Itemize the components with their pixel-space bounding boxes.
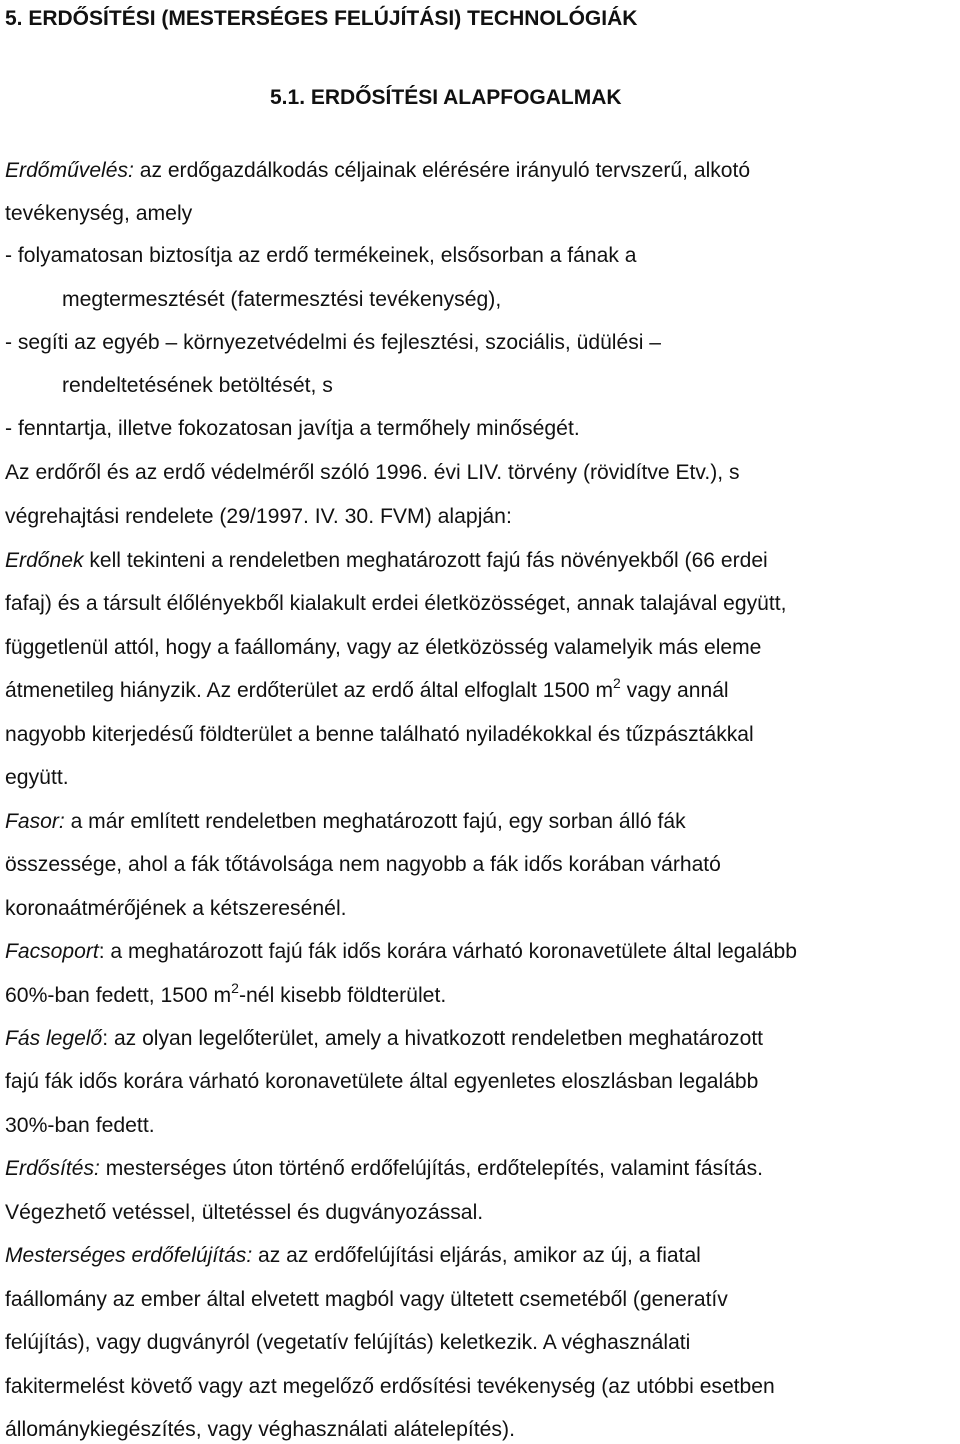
fas-legelo-line-1-text: : az olyan legelőterület, amely a hivatkozott rendeletben meghatározott	[102, 1027, 764, 1050]
facsoport-superscript: 2	[231, 980, 239, 996]
erdo-superscript: 2	[613, 675, 621, 691]
erdosites-line-1-text: mesterséges úton történő erdőfelújítás, erdőtelepítés, valamint fásítás.	[105, 1157, 763, 1180]
term-erdosites: Erdősítés:	[5, 1157, 100, 1180]
fas-legelo-line-1	[5, 1026, 950, 1052]
facsoport-line-1-text: : a meghatározott fajú fák idős korára várható koronavetülete által legalább	[98, 940, 798, 963]
erdo-line-6: együtt.	[5, 766, 69, 789]
mesterseges-line-1	[5, 1243, 950, 1269]
fasor-line-1	[5, 809, 950, 835]
mesterseges-line-1-text: az az erdőfelújítási eljárás, amikor az új, a fiatal	[258, 1244, 701, 1267]
erdo-line-1-text: kell tekinteni a rendeletben meghatározott fajú fás növényekből (66 erdei	[89, 549, 768, 572]
fasor-line-3: koronaátmérőjének a kétszeresénél.	[5, 897, 347, 920]
term-fas-legelo: Fás legelő	[5, 1027, 103, 1050]
facsoport-line-2	[5, 980, 955, 1010]
section-heading: 5.1. ERDŐSÍTÉSI ALAPFOGALMAK	[270, 86, 622, 109]
list-item-2-b: rendeltetésének betöltését, s	[62, 374, 333, 397]
term-erdomuveles: Erdőművelés:	[5, 159, 134, 182]
erdo-line-4	[5, 675, 950, 705]
erdo-line-4-b: vagy annál	[626, 679, 729, 702]
erdomuveles-line-1-text: az erdőgazdálkodás céljainak elérésére irányuló tervszerű, alkotó	[139, 159, 751, 182]
list-item-1-a: - folyamatosan biztosítja az erdő termékeinek, elsősorban a fának a	[5, 244, 637, 267]
fasor-line-2: összessége, ahol a fák tőtávolsága nem nagyobb a fák idős korában várható	[5, 853, 721, 876]
facsoport-line-1	[5, 939, 950, 965]
list-item-2-a: - segíti az egyéb – környezetvédelmi és fejlesztési, szociális, üdülési –	[5, 331, 662, 354]
chapter-heading: 5. ERDŐSÍTÉSI (MESTERSÉGES FELÚJÍTÁSI) TECHNOLÓGIÁK	[5, 7, 638, 30]
erdomuveles-line-2: tevékenység, amely	[5, 202, 193, 225]
erdomuveles-line-1	[5, 158, 950, 184]
erdo-line-1	[5, 548, 950, 574]
list-item-1-b: megtermesztését (fatermesztési tevékenység),	[62, 288, 502, 311]
facsoport-line-2-a: 60%-ban fedett, 1500 m	[5, 984, 232, 1007]
facsoport-line-2-b: -nél kisebb földterület.	[238, 984, 447, 1007]
erdo-line-5: nagyobb kiterjedésű földterület a benne található nyiladékokkal és tűzpásztákkal	[5, 723, 754, 746]
term-mesterseges-erdofelujitas: Mesterséges erdőfelújítás:	[5, 1244, 253, 1267]
mesterseges-line-4: fakitermelést követő vagy azt megelőző erdősítési tevékenység (az utóbbi esetben	[5, 1375, 775, 1398]
law-line-2: végrehajtási rendelete (29/1997. IV. 30. FVM) alapján:	[5, 505, 512, 528]
mesterseges-line-5: állománykiegészítés, vagy véghasználati alátelepítés).	[5, 1418, 515, 1441]
term-fasor: Fasor:	[5, 810, 65, 833]
fas-legelo-line-3: 30%-ban fedett.	[5, 1114, 155, 1137]
list-item-3: - fenntartja, illetve fokozatosan javítja a termőhely minőségét.	[5, 417, 580, 440]
term-facsoport: Facsoport	[5, 940, 99, 963]
mesterseges-line-2: faállomány az ember által elvetett magból vagy ültetett csemetéből (generatív	[5, 1288, 728, 1311]
erdo-line-2: fafaj) és a társult élőlényekből kialakult erdei életközösséget, annak talajával együtt,	[5, 592, 787, 615]
erdo-line-3: függetlenül attól, hogy a faállomány, vagy az életközösség valamelyik más eleme	[5, 636, 762, 659]
fasor-line-1-text: a már említett rendeletben meghatározott fajú, egy sorban álló fák	[70, 810, 686, 833]
law-line-1: Az erdőről és az erdő védelméről szóló 1996. évi LIV. törvény (rövidítve Etv.), s	[5, 461, 740, 484]
mesterseges-line-3: felújítás), vagy dugványról (vegetatív felújítás) keletkezik. A véghasználati	[5, 1331, 691, 1354]
term-erdo: Erdőnek	[5, 549, 84, 572]
erdosites-line-2: Végezhető vetéssel, ültetéssel és dugványozással.	[5, 1201, 484, 1224]
erdo-line-4-a: átmenetileg hiányzik. Az erdőterület az erdő által elfoglalt 1500 m	[5, 679, 614, 702]
erdosites-line-1	[5, 1156, 950, 1182]
fas-legelo-line-2: fajú fák idős korára várható koronavetülete által egyenletes eloszlásban legalább	[5, 1070, 759, 1093]
